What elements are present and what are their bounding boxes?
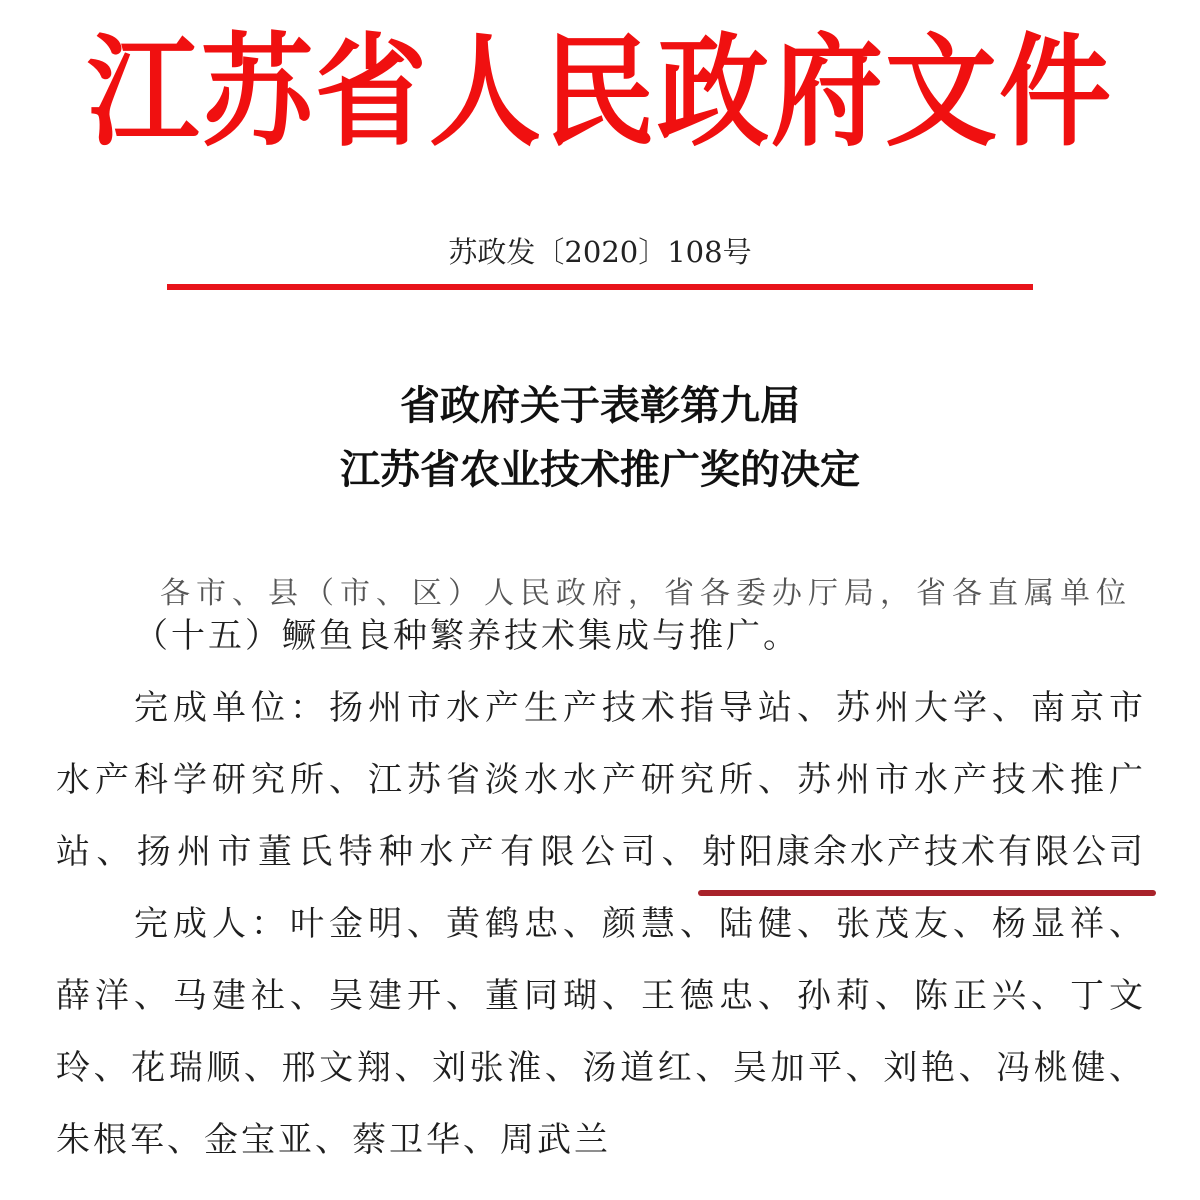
units-text-2: 水产科学研究所、江苏省淡水水产研究所、苏州市水产技术推广	[56, 760, 1146, 800]
cropped-address-line	[160, 574, 1132, 611]
people-text-2: 薛洋、马建社、吴建开、董同瑚、王德忠、孙莉、陈正兴、丁文	[56, 976, 1146, 1016]
item-heading	[56, 600, 1146, 672]
units-line-3	[56, 816, 1146, 888]
decision-title-line-2: 江苏省农业技术推广奖的决定	[340, 447, 860, 493]
units-text-3: 站、扬州市董氏特种水产有限公司、	[56, 832, 702, 872]
units-label: 完成单位：	[134, 688, 329, 728]
people-text-4: 朱根军、金宝亚、蔡卫华、周武兰	[56, 1120, 611, 1160]
units-line-2	[56, 744, 1146, 816]
decision-title-line-1: 省政府关于表彰第九届	[400, 383, 800, 429]
document-header-title: 江苏省人民政府文件	[87, 22, 1113, 164]
people-label: 完成人：	[134, 904, 290, 944]
people-line-3	[56, 1032, 1146, 1104]
units-line-1	[56, 672, 1146, 744]
people-line-2	[56, 960, 1146, 1032]
red-divider-rule	[167, 284, 1033, 290]
item-heading-text: （十五）鳜鱼良种繁养技术集成与推广。	[134, 616, 800, 656]
people-text-1: 叶金明、黄鹤忠、颜慧、陆健、张茂友、杨显祥、	[290, 904, 1146, 944]
people-line-4	[56, 1104, 1146, 1176]
award-item-body	[56, 600, 1146, 1176]
units-text-1: 扬州市水产生产技术指导站、苏州大学、南京市	[329, 688, 1146, 728]
cropped-address-text: 各市、县（市、区）人民政府，省各委办厅局，省各直属单位	[160, 576, 1132, 611]
highlighted-company: 射阳康余水产技术有限公司	[702, 816, 1146, 888]
people-text-3: 玲、花瑞顺、邢文翔、刘张淮、汤道红、吴加平、刘艳、冯桃健、	[56, 1048, 1146, 1088]
document-number: 苏政发〔2020〕108号	[448, 235, 752, 269]
people-line-1	[56, 888, 1146, 960]
